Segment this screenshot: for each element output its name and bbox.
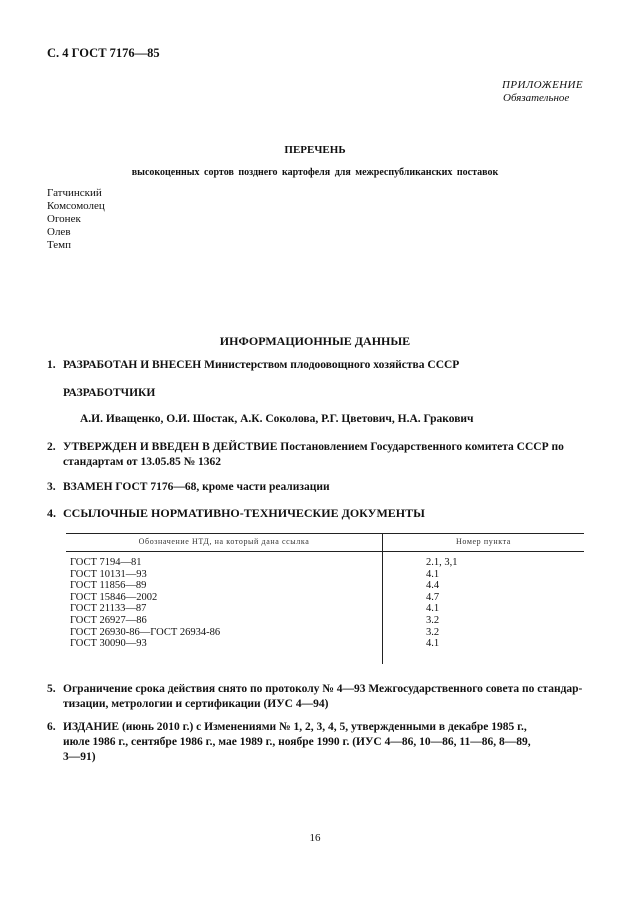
item-text-continued: тизации, метрологии и сертификации (ИУС 4—94) xyxy=(63,698,329,710)
item-number: 1. xyxy=(47,359,56,371)
item-text: Ограничение срока действия снято по протоколу № 4—93 Межгосударственного совета по стандар- xyxy=(63,683,583,695)
table-top-rule xyxy=(66,533,584,534)
list-item: Темп xyxy=(47,239,72,251)
list-item: Огонек xyxy=(47,213,81,225)
info-item-3 xyxy=(47,481,330,493)
item-text: Министерством плодоовощного хозяйства СССР xyxy=(204,359,460,371)
table-column-documents xyxy=(70,557,220,650)
item-text: ССЫЛОЧНЫЕ НОРМАТИВНО-ТЕХНИЧЕСКИЕ ДОКУМЕНТЫ xyxy=(63,506,425,520)
table-cell: ГОСТ 10131—93 xyxy=(70,568,147,580)
item-number: 2. xyxy=(47,441,56,453)
item-label: УТВЕРЖДЕН И ВВЕДЕН В ДЕЙСТВИЕ xyxy=(63,441,278,453)
list-item: Олев xyxy=(47,226,71,238)
list-subtitle: высокоценных сортов позднего картофеля для межреспубликанских поставок xyxy=(131,167,499,178)
table-column-clauses xyxy=(426,557,458,650)
table-header-document: Обозначение НТД, на который дана ссылка xyxy=(138,537,310,546)
table-cell: ГОСТ 26930-86—ГОСТ 26934-86 xyxy=(70,626,221,638)
variety-list xyxy=(47,187,105,252)
item-label: РАЗРАБОТАН И ВНЕСЕН xyxy=(63,359,202,371)
item-text-continued: 3—91) xyxy=(63,751,96,763)
reference-table xyxy=(66,533,584,664)
list-item: Комсомолец xyxy=(47,200,105,212)
table-header-rule xyxy=(66,551,584,552)
running-header: С. 4 ГОСТ 7176—85 xyxy=(47,46,160,60)
table-cell: 2.1, 3,1 xyxy=(426,557,458,568)
item-text: ВЗАМЕН ГОСТ 7176—68, кроме части реализации xyxy=(63,481,330,493)
developers-label: РАЗРАБОТЧИКИ xyxy=(63,387,156,399)
info-item-6 xyxy=(47,720,592,765)
item-number: 6. xyxy=(47,721,56,733)
item-number: 5. xyxy=(47,683,56,695)
item-number: 4. xyxy=(47,506,56,520)
table-cell: 4.1 xyxy=(426,638,440,650)
table-cell: 4.1 xyxy=(426,603,440,615)
appendix-status: Обязательное xyxy=(503,92,570,104)
table-cell: 4.7 xyxy=(426,591,440,603)
table-cell: ГОСТ 30090—93 xyxy=(70,638,147,650)
table-column-divider xyxy=(382,533,383,664)
list-title: ПЕРЕЧЕНЬ xyxy=(284,144,346,156)
info-item-1 xyxy=(47,359,459,371)
table-cell: ГОСТ 11856—89 xyxy=(70,580,147,592)
table-cell: ГОСТ 7194—81 xyxy=(70,557,142,568)
info-item-2 xyxy=(47,440,587,470)
page-number: 16 xyxy=(309,832,321,844)
item-number: 3. xyxy=(47,481,56,493)
info-title: ИНФОРМАЦИОННЫЕ ДАННЫЕ xyxy=(219,334,411,348)
item-text-continued: июле 1986 г., сентябре 1986 г., мае 1989 г., ноябре 1990 г. (ИУС 4—86, 10—86, 11—86, 8—89, xyxy=(63,736,531,748)
table-cell: 3.2 xyxy=(426,626,440,638)
table-cell: 3.2 xyxy=(426,614,440,626)
info-item-4 xyxy=(47,506,425,521)
info-item-5 xyxy=(47,682,592,712)
table-cell: ГОСТ 26927—86 xyxy=(70,614,147,626)
list-item: Гатчинский xyxy=(47,187,102,199)
table-header-clause: Номер пункта xyxy=(456,537,511,546)
table-cell: 4.1 xyxy=(426,568,440,580)
item-text: ИЗДАНИЕ (июнь 2010 г.) с Изменениями № 1, 2, 3, 4, 5, утвержденными в декабре 1985 г., xyxy=(63,721,527,733)
item-text: Постановлением Государственного комитета СССР по xyxy=(280,441,564,453)
table-cell: 4.4 xyxy=(426,580,440,592)
table-cell: ГОСТ 15846—2002 xyxy=(70,591,158,603)
appendix-label: ПРИЛОЖЕНИЕ xyxy=(502,79,583,91)
developers-names: А.И. Иващенко, О.И. Шостак, А.К. Соколова, Р.Г. Цветович, Н.А. Гракович xyxy=(80,413,474,425)
item-text-continued: стандартам от 13.05.85 № 1362 xyxy=(63,456,222,468)
table-cell: ГОСТ 21133—87 xyxy=(70,603,147,615)
